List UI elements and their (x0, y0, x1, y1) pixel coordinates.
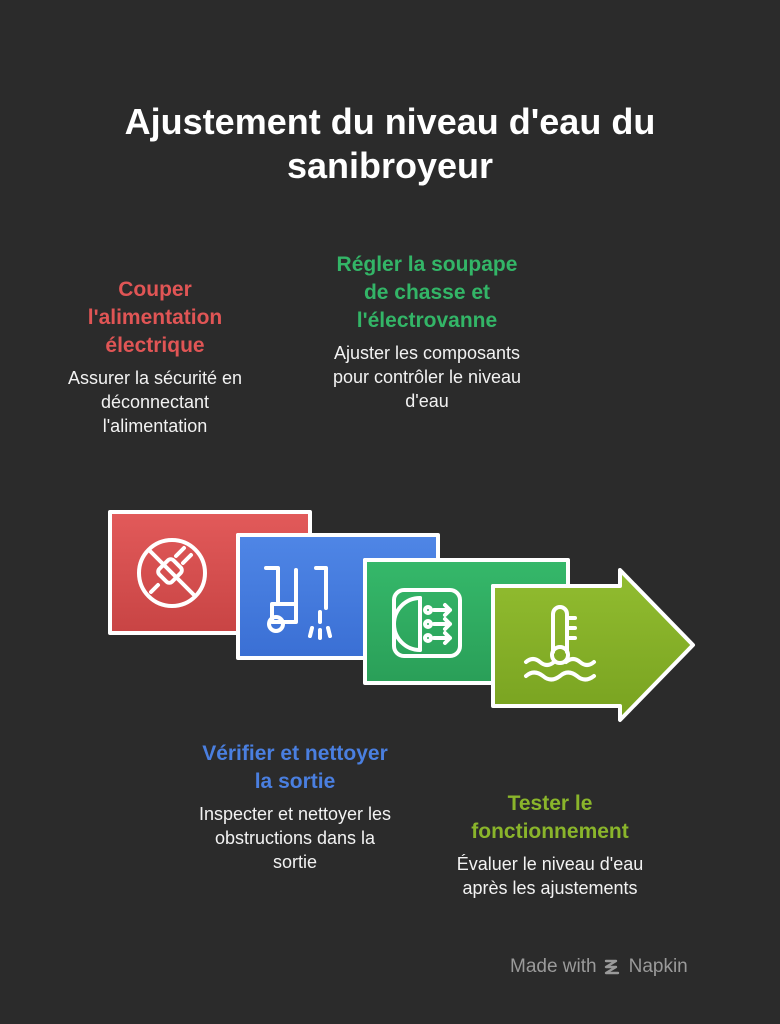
page-title: Ajustement du niveau d'eau du sanibroyeur (124, 101, 656, 186)
step-1-heading: Couper l'alimentation électrique (87, 278, 223, 357)
napkin-logo-icon (603, 957, 623, 977)
watermark-prefix: Made with (510, 956, 597, 977)
step-3-description: Inspecter et nettoyer les obstructions dans la sortie (198, 804, 392, 872)
step-2-heading: Régler la soupape de chasse et l'électrovanne (336, 253, 518, 332)
watermark-brand: Napkin (628, 956, 688, 977)
step-4-heading: Tester le fonctionnement (471, 792, 629, 843)
step-4-arrow (493, 570, 693, 720)
step-3-heading: Vérifier et nettoyer la sortie (202, 742, 388, 793)
step-2-description: Ajuster les composants pour contrôler le niveau d'eau (332, 343, 522, 411)
step-1-description: Assurer la sécurité en déconnectant l'alimentation (67, 368, 243, 436)
step-4-description: Évaluer le niveau d'eau après les ajustements (456, 854, 644, 898)
napkin-watermark (510, 956, 688, 978)
